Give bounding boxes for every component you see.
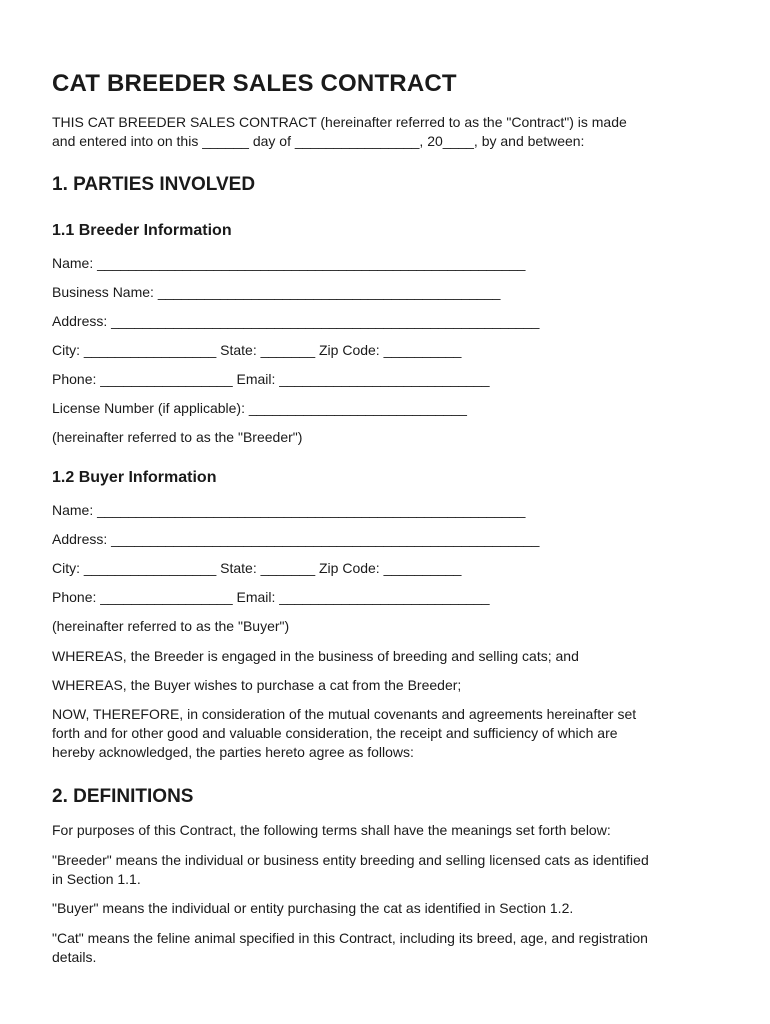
buyer-city-state-zip-field: City: _________________ State: _______ Zip Code: __________ [52,560,462,576]
buyer-address-field: Address: _______________________________________________________ [52,531,540,547]
breeder-info-heading: 1.1 Breeder Information [52,222,232,239]
whereas-clause-1: WHEREAS, the Breeder is engaged in the business of breeding and selling cats; and [52,648,579,664]
intro-line-2: and entered into on this ______ day of ________________, 20____, by and between: [52,133,585,149]
whereas-clause-2: WHEREAS, the Buyer wishes to purchase a cat from the Breeder; [52,677,462,693]
breeder-name-field: Name: _______________________________________________________ [52,255,526,271]
breeder-business-name-field: Business Name: ____________________________________________ [52,284,501,300]
cat-definition-line-1: "Cat" means the feline animal specified in this Contract, including its breed, age, and registration [52,930,648,946]
buyer-referred-note: (hereinafter referred to as the "Buyer") [52,618,290,634]
breeder-definition-line-2: in Section 1.1. [52,871,141,887]
buyer-phone-email-field: Phone: _________________ Email: ___________________________ [52,589,490,605]
document-title: CAT BREEDER SALES CONTRACT [52,70,457,97]
buyer-name-field: Name: _______________________________________________________ [52,502,526,518]
buyer-definition: "Buyer" means the individual or entity purchasing the cat as identified in Section 1.2. [52,900,574,916]
definitions-intro: For purposes of this Contract, the following terms shall have the meanings set forth below: [52,822,611,838]
section-2-heading: 2. DEFINITIONS [52,786,194,807]
buyer-info-heading: 1.2 Buyer Information [52,469,217,486]
intro-line-1: THIS CAT BREEDER SALES CONTRACT (hereinafter referred to as the "Contract") is made [52,114,627,130]
section-1-heading: 1. PARTIES INVOLVED [52,174,256,195]
breeder-address-field: Address: _______________________________________________________ [52,313,540,329]
breeder-definition-line-1: "Breeder" means the individual or business entity breeding and selling licensed cats as identified [52,852,649,868]
breeder-license-field: License Number (if applicable): ____________________________ [52,400,467,416]
breeder-phone-email-field: Phone: _________________ Email: ___________________________ [52,371,490,387]
now-therefore-line-1: NOW, THEREFORE, in consideration of the mutual covenants and agreements hereinafter set [52,706,637,722]
now-therefore-line-2: forth and for other good and valuable consideration, the receipt and sufficiency of which are [52,725,618,741]
cat-definition-line-2: details. [52,949,97,965]
breeder-referred-note: (hereinafter referred to as the "Breeder") [52,429,303,445]
breeder-city-state-zip-field: City: _________________ State: _______ Zip Code: __________ [52,342,462,358]
now-therefore-line-3: hereby acknowledged, the parties hereto agree as follows: [52,744,414,760]
